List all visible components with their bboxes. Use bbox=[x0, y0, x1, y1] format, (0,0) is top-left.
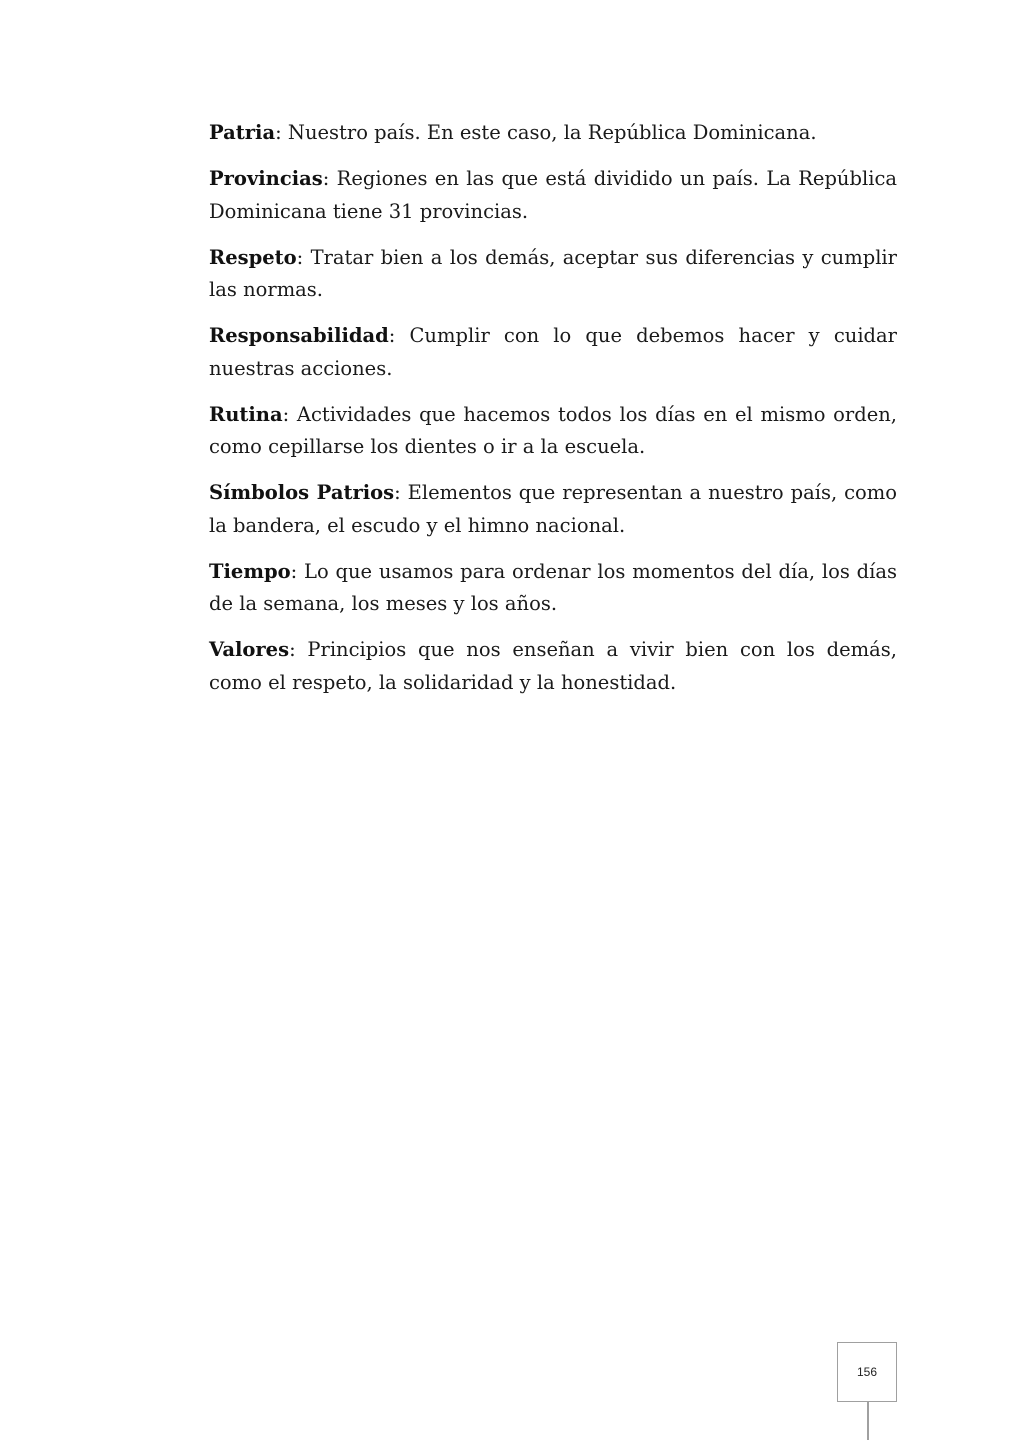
glossary-definition: : Principios que nos enseñan a vivir bien con los demás, como el respeto, la solidaridad y la honestidad. bbox=[209, 638, 897, 694]
glossary-entry-provincias bbox=[209, 163, 897, 228]
glossary-entry-simbolos-patrios bbox=[209, 477, 897, 542]
glossary-term: Rutina bbox=[209, 402, 283, 426]
glossary-definition: : Regiones en las que está dividido un país. La República Dominicana tiene 31 provincias. bbox=[209, 167, 897, 223]
page-number-box bbox=[837, 1342, 897, 1402]
glossary-term: Tiempo bbox=[209, 559, 291, 583]
glossary-entry-responsabilidad bbox=[209, 320, 897, 385]
glossary-entry-valores bbox=[209, 634, 897, 699]
glossary-entry-patria bbox=[209, 117, 897, 150]
glossary-entry-respeto bbox=[209, 242, 897, 307]
glossary-term: Respeto bbox=[209, 245, 297, 269]
glossary-list bbox=[209, 117, 897, 713]
page-number-connector-line bbox=[867, 1402, 869, 1440]
glossary-definition: : Lo que usamos para ordenar los momentos del día, los días de la semana, los meses y los años. bbox=[209, 559, 897, 615]
glossary-entry-tiempo bbox=[209, 556, 897, 621]
glossary-term: Provincias bbox=[209, 167, 323, 190]
glossary-term: Valores bbox=[209, 638, 290, 661]
glossary-term: Responsabilidad bbox=[209, 324, 389, 347]
glossary-definition: : Nuestro país. En este caso, la República Dominicana. bbox=[275, 121, 817, 144]
glossary-definition: : Tratar bien a los demás, aceptar sus diferencias y cumplir las normas. bbox=[209, 245, 897, 301]
glossary-definition: : Actividades que hacemos todos los días en el mismo orden, como cepillarse los dientes o ir a la escuela. bbox=[209, 402, 897, 458]
glossary-definition: : Cumplir con lo que debemos hacer y cuidar nuestras acciones. bbox=[209, 324, 897, 380]
glossary-entry-rutina bbox=[209, 399, 897, 464]
glossary-definition: : Elementos que representan a nuestro país, como la bandera, el escudo y el himno nacional. bbox=[209, 481, 897, 537]
glossary-term: Símbolos Patrios bbox=[209, 481, 395, 504]
page-number: 156 bbox=[856, 1365, 878, 1379]
glossary-term: Patria bbox=[209, 121, 276, 144]
